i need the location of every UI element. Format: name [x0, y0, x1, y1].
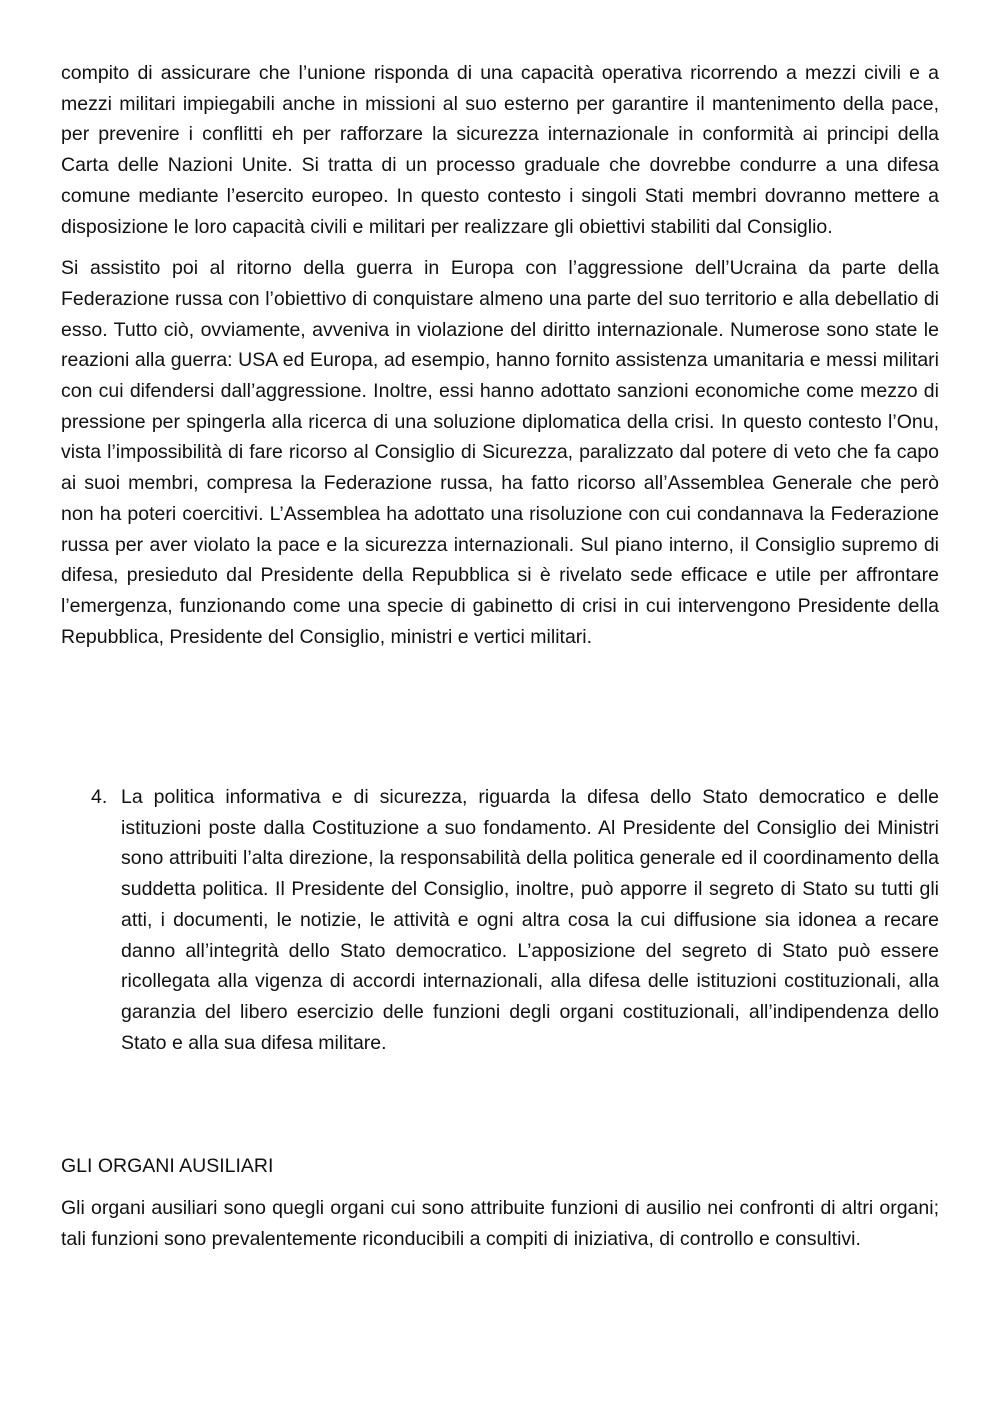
- list-item-text: La politica informativa e di sicurezza, riguarda la difesa dello Stato democratico e delle istituzioni poste dalla Costituzione a suo fondamento. Al Presidente del Consiglio dei Ministri sono attribuiti l’alta direzione, la responsabilità della politica generale ed il coordinamento della suddetta politica. Il Presidente del Consiglio, inoltre, può apporre il segreto di Stato su tutti gli atti, i documenti, le notizie, le attività e ogni altra cosa la cui diffusione sia idonea a recare danno all’integrità dello Stato democratico. L’apposizione del segreto di Stato può essere ricollegata alla vigenza di accordi internazionali, alla difesa delle istituzioni costituzionali, alla garanzia del libero esercizio delle funzioni degli organi costituzionali, all’indipendenza dello Stato e alla sua difesa militare.: [121, 786, 939, 1054]
- paragraph-ukraine-war: Si assistito poi al ritorno della guerra in Europa con l’aggressione dell’Ucraina da parte della Federazione russa con l’obiettivo di conquistare almeno una parte del suo territorio e alla debellatio di esso. Tutto ciò, ovviamente, avveniva in violazione del diritto internazionale. Numerose sono state le reazioni alla guerra: USA ed Europa, ad esempio, hanno fornito assistenza umanitaria e messi militari con cui difendersi dall’aggressione. Inoltre, essi hanno adottato sanzioni economiche come mezzo di pressione per spingerla alla ricerca di una soluzione diplomatica della crisi. In questo contesto l’Onu, vista l’impossibilità di fare ricorso al Consiglio di Sicurezza, paralizzato dal potere di veto che fa capo ai suoi membri, compresa la Federazione russa, ha fatto ricorso all’Assemblea Generale che però non ha poteri coercitivi. L’Assemblea ha adottato una risoluzione con cui condannava la Federazione russa per aver violato la pace e la sicurezza internazionali. Sul piano interno, il Consiglio supremo di difesa, presieduto dal Presidente della Repubblica si è rivelato sede efficace e utile per affrontare l’emergenza, funzionando come una specie di gabinetto di crisi in cui intervengono Presidente della Repubblica, Presidente del Consiglio, ministri e vertici militari.: [61, 257, 939, 648]
- paragraph-eu-defense: compito di assicurare che l’unione risponda di una capacità operativa ricorrendo a mezzi civili e a mezzi militari impiegabili anche in missioni al suo esterno per garantire il mantenimento della pace, per prevenire i conflitti eh per rafforzare la sicurezza internazionale in conformità ai principi della Carta delle Nazioni Unite. Si tratta di un processo graduale che dovrebbe condurre a una difesa comune mediante l’esercito europeo. In questo contesto i singoli Stati membri dovranno mettere a disposizione le loro capacità civili e militari per realizzare gli obiettivi stabiliti dal Consiglio.: [61, 62, 939, 238]
- list-item-number: 4.: [91, 786, 108, 808]
- list-item: [61, 782, 939, 1058]
- paragraph-auxiliary-organs: Gli organi ausiliari sono quegli organi cui sono attribuite funzioni di ausilio nei confronti di altri organi; tali funzioni sono prevalentemente riconducibili a compiti di iniziativa, di controllo e consultivi.: [61, 1197, 939, 1250]
- numbered-list: [61, 782, 939, 1058]
- section-heading: GLI ORGANI AUSILIARI: [61, 1155, 274, 1177]
- document-page: [61, 58, 939, 1250]
